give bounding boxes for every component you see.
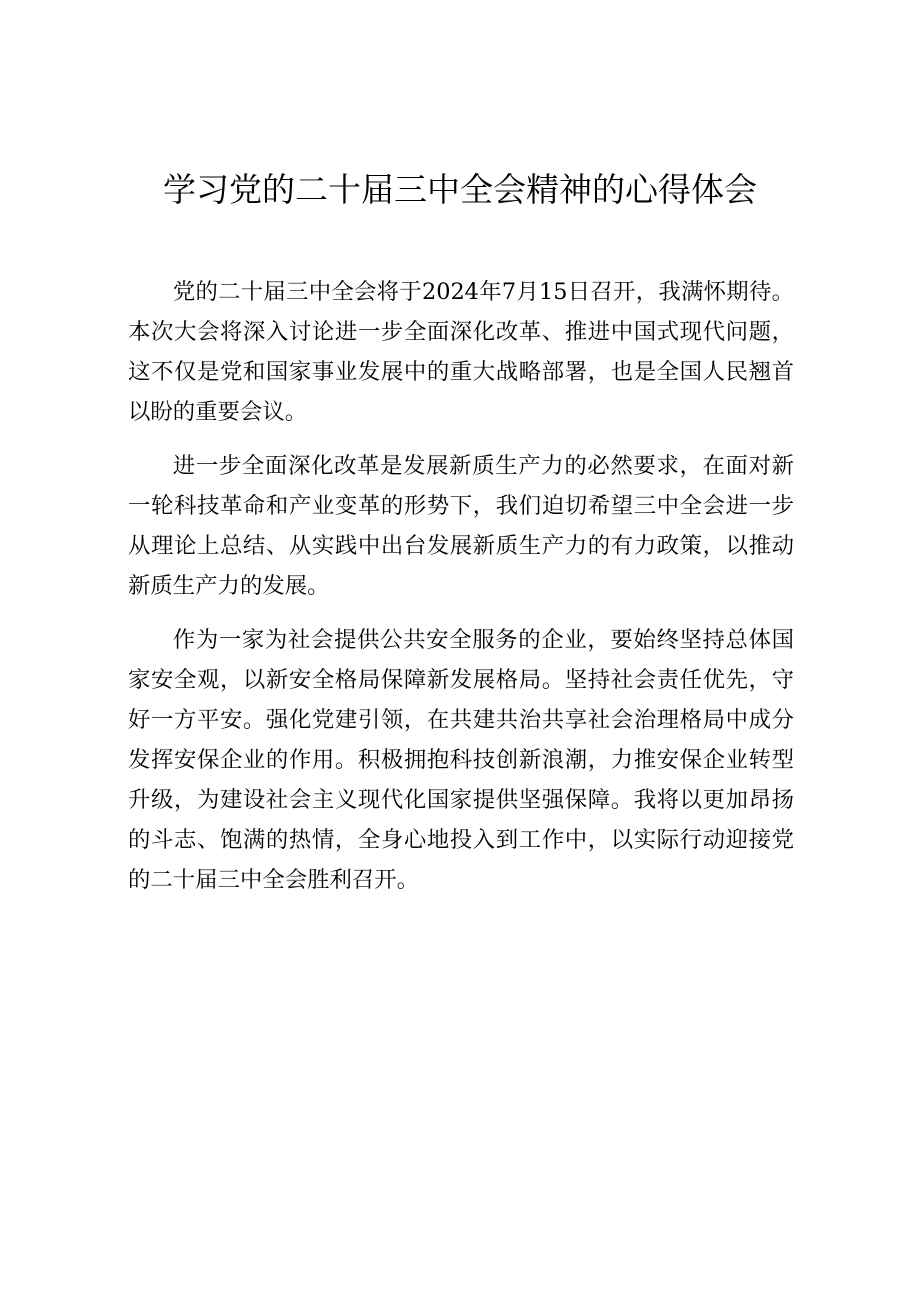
paragraph-3: 作为一家为社会提供公共安全服务的企业，要始终坚持总体国家安全观，以新安全格局保障新发展格局。坚持社会责任优先，守好一方平安。强化党建引领，在共建共治共享社会治理格局中成分发挥安保企业的作用。积极拥抱科技创新浪潮，力推安保企业转型升级，为建设社会主义现代化国家提供坚强保障。我将以更加昂扬的斗志、饱满的热情，全身心地投入到工作中，以实际行动迎接党的二十届三中全会胜利召开。 bbox=[128, 627, 794, 893]
paragraph-1: 党的二十届三中全会将于2024年7月15日召开，我满怀期待。本次大会将深入讨论进一步全面深化改革、推进中国式现代问题，这不仅是党和国家事业发展中的重大战略部署，也是全国人民翘首以盼的重要会议。 bbox=[128, 279, 794, 425]
paragraph-2: 进一步全面深化改革是发展新质生产力的必然要求，在面对新一轮科技革命和产业变革的形势下，我们迫切希望三中全会进一步从理论上总结、从实践中出台发展新质生产力的有力政策，以推动新质生产力的发展。 bbox=[128, 453, 794, 599]
document-title: 学习党的二十届三中全会精神的心得体会 bbox=[163, 170, 757, 209]
document-body bbox=[128, 272, 794, 914]
